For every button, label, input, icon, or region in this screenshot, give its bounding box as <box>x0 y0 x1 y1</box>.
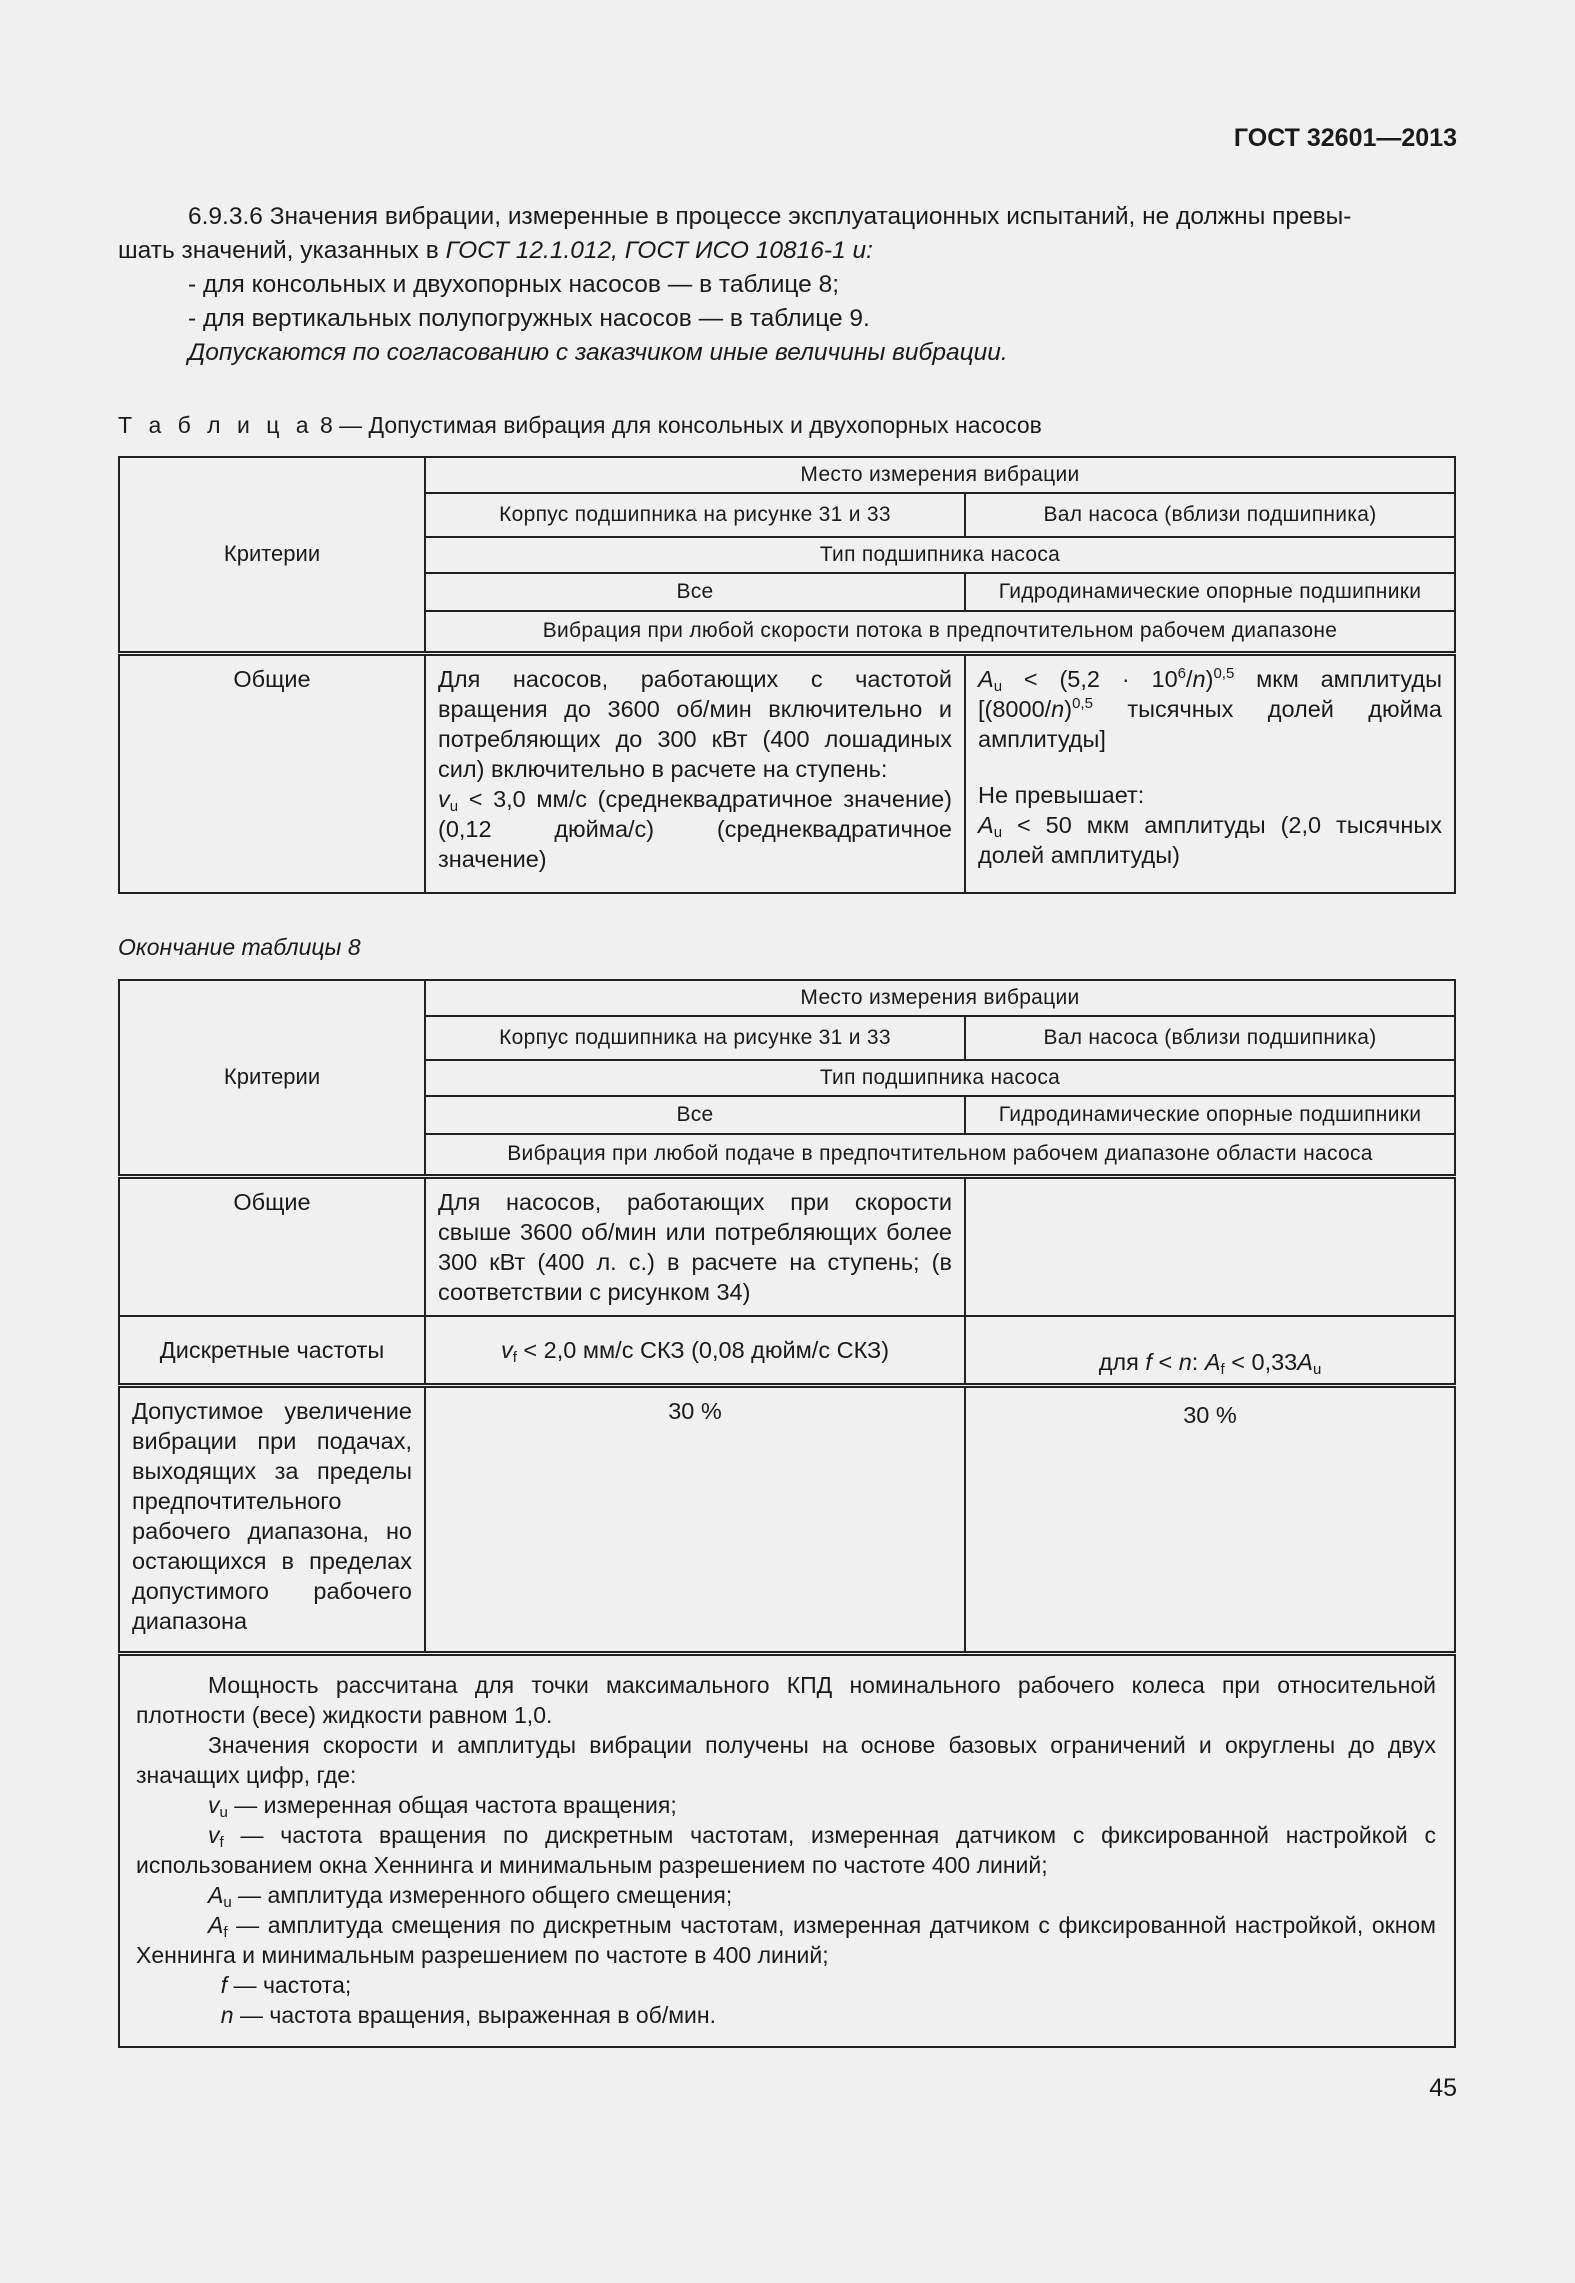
notes-row <box>119 1654 1455 2048</box>
note-power: Мощность рассчитана для точки максимального КПД номинального рабочего колеса при относительной плотности (весе) жидкости равном 1,0. <box>136 1672 1436 1728</box>
table-row <box>119 1176 1455 1316</box>
intro-paragraph <box>118 200 1456 370</box>
document-code: ГОСТ 32601—2013 <box>1233 124 1457 152</box>
row-discrete-label: Дискретные частоты <box>119 1316 425 1386</box>
increase-housing-cell: 30 % <box>425 1386 965 1654</box>
row-general-label: Общие <box>119 653 425 893</box>
page-number: 45 <box>1429 2074 1457 2102</box>
standards-reference: ГОСТ 12.1.012, ГОСТ ИСО 10816-1 и: <box>445 237 873 264</box>
criteria-header: Критерии <box>119 980 425 1176</box>
def-vu: $v_u$ — измеренная общая частота вращения; <box>208 1792 677 1821</box>
table-row <box>119 1386 1455 1654</box>
def-Af: $A_f$ — амплитуда смещения по дискретным частотам, измеренная датчиком с фиксированной настройкой, окном Хеннинга и минимальным разрешением по частоте в 400 линий; <box>136 1912 1436 1968</box>
intro-line-1: 6.9.3.6 Значения вибрации, измеренные в процессе эксплуатационных испытаний, не должны превы- <box>188 203 1352 230</box>
general-shaft-cell <box>965 1176 1455 1316</box>
hydro-bearings-header: Гидродинамические опорные подшипники <box>965 573 1455 611</box>
general-shaft-cell: $A_u < (5,2 \cdot 10^6/n)^{0,5}$ мкм амплитуды [$(8000/n)^{0,5}$ тысячных долей дюйма амплитуды] Не превышает: $A_u < 50$ мкм амплитуды (2,0 тысячных долей амплитуды) <box>965 653 1455 893</box>
general-housing-cell: Для насосов, работающих при скорости свыше 3600 об/мин или потребляющих более 300 кВт (400 л. с.) в расчете на ступень; (в соответствии с рисунком 34) <box>425 1176 965 1316</box>
def-vf: $v_f$ — частота вращения по дискретным частотам, измеренная датчиком с фиксированной настройкой с использованием окна Хеннинга и минимальным разрешением по частоте 400 линий; <box>136 1822 1436 1878</box>
def-n: n — частота вращения, выраженная в об/мин. <box>220 2002 716 2028</box>
discrete-shaft-cell: для f < n: $A_f < 0,33A_u$ <box>965 1316 1455 1386</box>
row-general-label: Общие <box>119 1176 425 1316</box>
place-header: Место измерения вибрации <box>425 980 1455 1016</box>
def-Au: $A_u$ — амплитуда измеренного общего смещения; <box>208 1882 733 1911</box>
housing-header: Корпус подшипника на рисунке 31 и 33 <box>425 493 965 537</box>
intro-item-2: - для вертикальных полупогружных насосов — в таблице 9. <box>188 305 870 332</box>
bearing-type-header: Тип подшипника насоса <box>425 537 1455 573</box>
table-row <box>119 1316 1455 1386</box>
criteria-header: Критерии <box>119 457 425 653</box>
table8-continuation-caption: Окончание таблицы 8 <box>118 934 361 960</box>
shaft-header: Вал насоса (вблизи подшипника) <box>965 493 1455 537</box>
vibration-condition-header: Вибрация при любой скорости потока в предпочтительном рабочем диапазоне <box>425 611 1455 653</box>
housing-header: Корпус подшипника на рисунке 31 и 33 <box>425 1016 965 1060</box>
discrete-housing-cell: $v_f < 2,0$ мм/с СКЗ (0,08 дюйм/с СКЗ) <box>425 1316 965 1386</box>
intro-item-1: - для консольных и двухопорных насосов — в таблице 8; <box>188 271 839 298</box>
intro-note: Допускаются по согласованию с заказчиком иные величины вибрации. <box>188 339 1008 366</box>
table-notes <box>119 1654 1455 2048</box>
table8-caption: Т а б л и ц а 8 — Допустимая вибрация для консольных и двухопорных насосов <box>118 412 1042 438</box>
vibration-condition-header: Вибрация при любой подаче в предпочтительном рабочем диапазоне области насоса <box>425 1134 1455 1176</box>
note-values: Значения скорости и амплитуды вибрации получены на основе базовых ограничений и округлены до двух значащих цифр, где: <box>136 1732 1436 1788</box>
table-8-end <box>118 979 1456 2048</box>
intro-line-2: шать значений, указанных в ГОСТ 12.1.012, ГОСТ ИСО 10816-1 и: <box>118 237 873 264</box>
row-increase-label: Допустимое увеличение вибрации при подачах, выходящих за пределы предпочтительного рабочего диапазона, но остающихся в пределах допустимого рабочего диапазона <box>119 1386 425 1654</box>
bearing-type-header: Тип подшипника насоса <box>425 1060 1455 1096</box>
increase-shaft-cell: 30 % <box>965 1386 1455 1654</box>
table-row <box>119 653 1455 893</box>
hydro-bearings-header: Гидродинамические опорные подшипники <box>965 1096 1455 1134</box>
all-bearings-header: Все <box>425 1096 965 1134</box>
all-bearings-header: Все <box>425 573 965 611</box>
general-housing-cell: Для насосов, работающих с частотой вращения до 3600 об/мин включительно и потребляющих до 300 кВт (400 лошадиных сил) включительно в расчете на ступень: $v_u < 3,0$ мм/с (среднеквадратичное значение) (0,12 дюйма/с) (среднеквадратичное значение) <box>425 653 965 893</box>
shaft-header: Вал насоса (вблизи подшипника) <box>965 1016 1455 1060</box>
def-f: f — частота; <box>220 1972 352 1998</box>
table-8 <box>118 456 1456 894</box>
place-header: Место измерения вибрации <box>425 457 1455 493</box>
